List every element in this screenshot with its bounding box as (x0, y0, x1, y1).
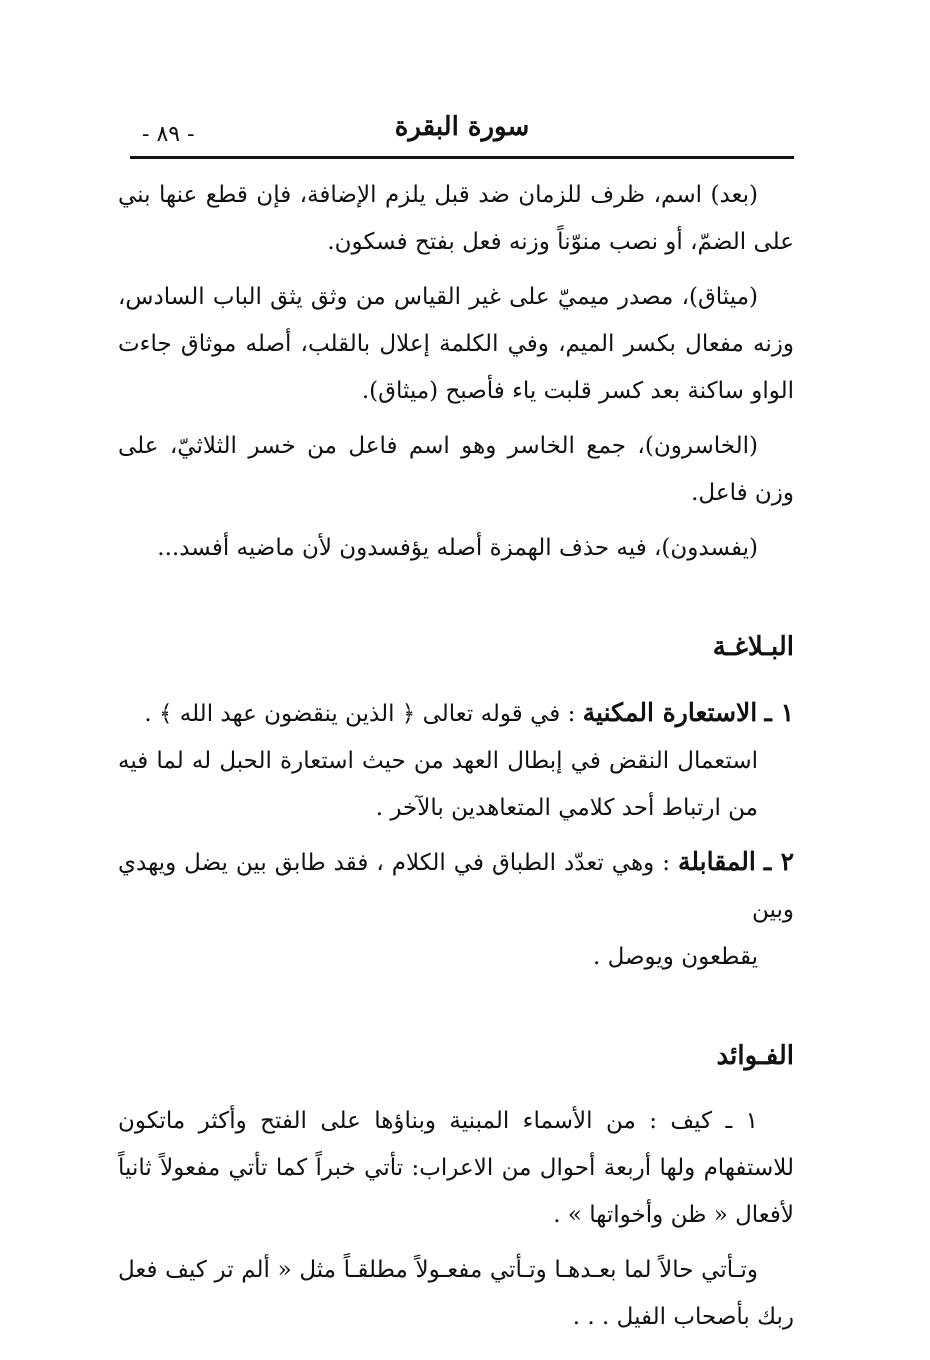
item-number: ٢ ـ (763, 847, 795, 876)
fawaid-paragraph: ١ ـ كيف : من الأسماء المبنية وبناؤها على الفتح وأكثر ماتكون للاستفهام ولها أربعة أحوال من الاعراب: تأتي خبراً كما تأتي مفعولاً ثانياً لأفعال « ظن وأخواتها » . (118, 1108, 794, 1228)
balagha-item-1 (118, 689, 794, 832)
page-body (118, 172, 794, 1349)
page-header (130, 112, 794, 158)
vocab-word: (الخاسرون)، (637, 433, 759, 459)
vocab-entry-khasirun (118, 423, 794, 517)
balagha-item-2 (118, 838, 794, 981)
vocab-text: مصدر ميميّ على غير القياس من وثق يثق الباب السادس، وزنه مفعال بكسر الميم، وفي الكلمة إعلال بالقلب، أصله موثاق جاءت الواو ساكنة بعد كسر قلبت ياء فأصبح (ميثاق). (118, 284, 794, 404)
section-title-balagha: البـلاغـة (712, 632, 794, 662)
vocab-text: فيه حذف الهمزة أصله يؤفسدون لأن ماضيه أفسد... (157, 535, 647, 561)
vocab-entry-mithaq (118, 274, 794, 415)
item-term: المقابلة (677, 847, 756, 876)
vocab-word: (ميثاق)، (681, 284, 758, 310)
item-term: الاستعارة المكنية (582, 698, 758, 727)
item-lead: : وهي تعدّد الطباق في الكلام ، فقد طابق بين يضل ويهدي وبين (118, 850, 794, 923)
item-number: ١ ـ (764, 698, 794, 727)
item-explanation: استعمال النقض في إبطال العهد من حيث استعارة الحبل له لما فيه من ارتباط أحد كلامي المتعاهدين بالآخر . (118, 748, 758, 821)
vocab-text: اسم، ظرف للزمان ضد قبل يلزم الإضافة، فإن قطع عنها بني على الضمّ، أو نصب منوّناً وزنه فعل بفتح فسكون. (118, 182, 794, 255)
item-explanation: يقطعون ويوصل . (592, 944, 758, 970)
item-lead: : في قوله تعالى ﴿ الذين ينقضون عهد الله ﴾ . (144, 701, 576, 727)
surah-title: سورة البقرة (394, 112, 530, 142)
header-divider (130, 156, 794, 159)
vocab-entry-baad (118, 172, 794, 266)
section-title-fawaid: الفـوائد (716, 1041, 794, 1071)
vocab-word: (يفسدون)، (654, 535, 758, 561)
vocab-text: جمع الخاسر وهو اسم فاعل من خسر الثلاثيّ، على وزن فاعل. (118, 433, 794, 506)
fawaid-paragraph: وتـأتي حالاً لما بعـدهـا وتـأتي مفعـولاً مطلقـاً مثل « ألم تر كيف فعل ربك بأصحاب الفيل . . . (118, 1257, 794, 1330)
vocab-word: (بعد) (710, 182, 758, 208)
vocab-entry-yufsidun (118, 525, 794, 572)
page-number: - ٨٩ - (142, 122, 195, 147)
